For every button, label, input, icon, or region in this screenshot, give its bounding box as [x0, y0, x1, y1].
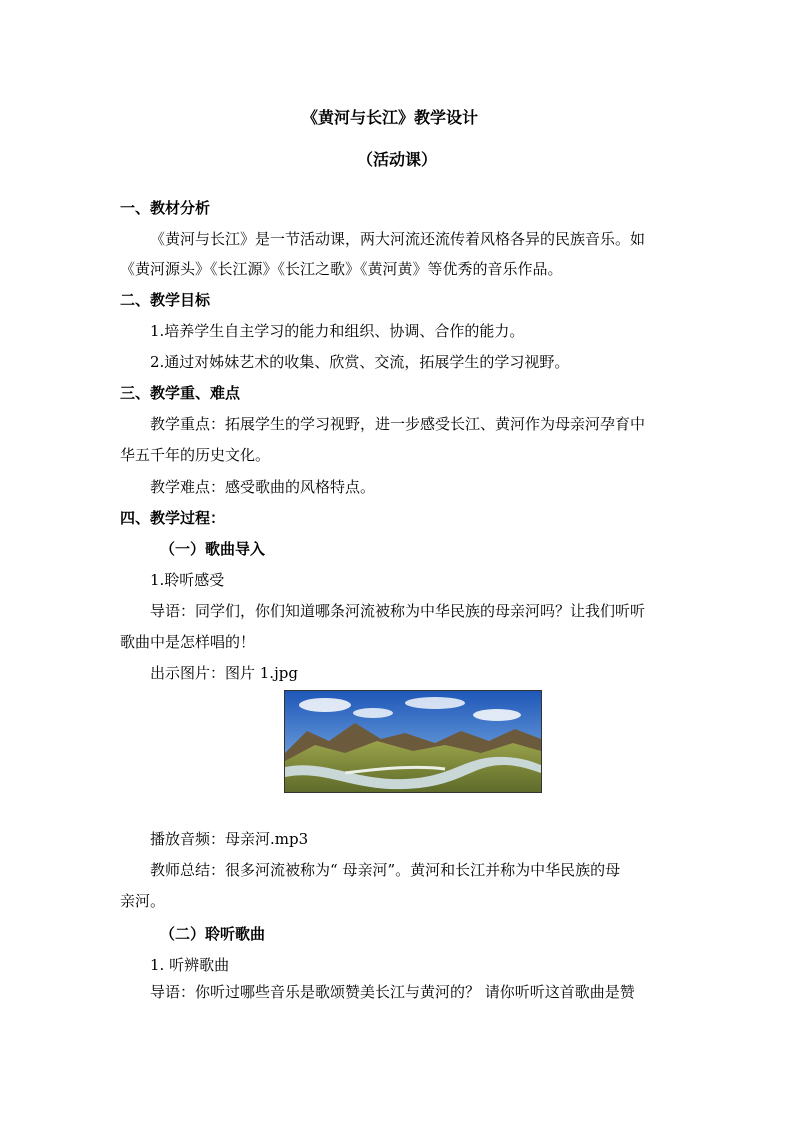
section-heading-goals: 二、教学目标: [120, 291, 211, 309]
section-heading-key-points: 三、教学重、难点: [120, 384, 241, 402]
key-point-line2: 华五千年的历史文化。: [120, 446, 271, 464]
section-heading-analysis: 一、教材分析: [120, 199, 211, 217]
goal-item-2: 2.通过对姊妹艺术的收集、欣赏、交流，拓展学生的学习视野。: [150, 353, 570, 371]
teacher-summary-line1: 教师总结：很多河流被称为“ 母亲河”。黄河和长江并称为中华民族的母: [150, 861, 621, 879]
lead-in-line2: 歌曲中是怎样唱的！: [120, 633, 256, 651]
difficulty-point: 教学难点：感受歌曲的风格特点。: [150, 478, 376, 496]
play-audio-line: 播放音频：母亲河.mp3: [150, 830, 309, 848]
teacher-summary-line2: 亲河。: [120, 892, 166, 910]
step-listen: 1.聆听感受: [150, 571, 225, 589]
subheading-listen-song: （二）聆听歌曲: [160, 925, 266, 943]
lead-in-line1: 导语：同学们，你们知道哪条河流被称为中华民族的母亲河吗？让我们听听: [150, 602, 646, 620]
paragraph-analysis-line1: 《黄河与长江》是一节活动课，两大河流还流传着风格各异的民族音乐。如: [150, 230, 646, 248]
paragraph-analysis-line2: 《黄河源头》《长江源》《长江之歌》《黄河黄》等优秀的音乐作品。: [120, 260, 563, 278]
step-identify-song: 1. 听辨歌曲: [150, 956, 230, 974]
section-heading-process: 四、教学过程：: [120, 509, 226, 527]
subheading-song-intro: （一）歌曲导入: [160, 540, 266, 558]
key-point-line1: 教学重点：拓展学生的学习视野，进一步感受长江、黄河作为母亲河孕育中: [150, 415, 646, 433]
song-lead-in-line: 导语：你听过哪些音乐是歌颂赞美长江与黄河的？ 请你听听这首歌曲是赞: [150, 983, 635, 1001]
goal-item-1: 1.培养学生自主学习的能力和组织、协调、合作的能力。: [150, 322, 525, 340]
document-title: 《黄河与长江》教学设计: [302, 108, 479, 127]
river-landscape-photo: [284, 690, 542, 793]
show-image-line: 出示图片：图片 1.jpg: [150, 664, 298, 682]
document-subtitle: （活动课）: [357, 150, 438, 169]
